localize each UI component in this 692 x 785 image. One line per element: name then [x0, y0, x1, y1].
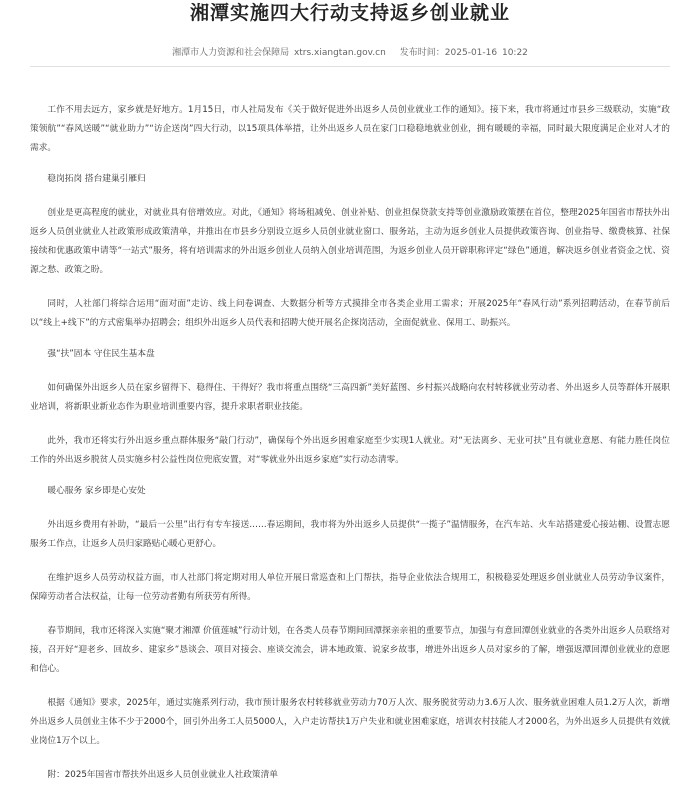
paragraph-6: 外出返乡费用有补助，“最后一公里”出行有专车接送……春运期间，我市将为外出返乡人员提供“一揽子”温情服务，在汽车站、火车站搭建爱心接站棚、设置志愿服务工作点，让返乡人员归家路贴心暖心更舒心。 [30, 520, 670, 549]
paragraph-7: 在维护返乡人员劳动权益方面，市人社部门将定期对用人单位开展日常巡查和上门帮扶，指导企业依法合规用工，积极稳妥处理返乡创业就业人员劳动争议案件，保障劳动者合法权益，让每一位劳动者勤有所获劳有所得。 [30, 573, 670, 602]
paragraph-4: 如何确保外出返乡人员在家乡留得下、稳得住、干得好？我市将重点围绕“三高四新”美好蓝图、乡村振兴战略向农村转移就业劳动者、外出返乡人员等群体开展职业培训，将新职业新业态作为职业培训重要内容，提升求职者职业技能。 [30, 383, 670, 412]
section-heading-2: 强“扶”固本 守住民生基本盘 [47, 349, 155, 359]
article-source: 湘潭市人力资源和社会保障局 xtrs.xiangtan.gov.cn [172, 48, 386, 58]
article-body [30, 101, 670, 785]
article-meta [30, 46, 670, 60]
publish-label: 发布时间： [399, 48, 445, 58]
paragraph-8: 春节期间，我市还将深入实施“聚才湘潭 价值莲城”行动计划，在各类人员春节期间回潭探亲亲祖的重要节点，加强与有意回潭创业就业的各类外出返乡人员联络对接，召开好“迎老乡、回故乡、建家乡”恳谈会、项目对接会、座谈交流会，讲本地政策、说家乡故事，增进外出返乡人员对家乡的了解，增强返潭回潭创业就业的意愿和信心。 [30, 626, 670, 674]
paragraph-5: 此外，我市还将实行外出返乡重点群体服务“敲门行动”，确保每个外出返乡困难家庭至少实现1人就业。对“无法离乡、无业可扶”且有就业意愿、有能力胜任岗位工作的外出返乡脱贫人员实施乡村公益性岗位兜底安置，对“零就业外出返乡家庭”实行动态清零。 [30, 436, 670, 465]
meta-divider [30, 66, 670, 67]
paragraph-9: 根据《通知》要求，2025年，通过实施系列行动，我市预计服务农村转移就业劳动力70万人次、服务脱贫劳动力3.6万人次、服务就业困难人员1.2万人次，新增外出返乡人员创业主体不少于2000个，回引外出务工人员5000人，入户走访帮扶1万户失业和就业困难家庭，培训农村技能人才2000名，为外出返乡人员提供有效就业岗位1万个以上。 [30, 698, 670, 746]
section-heading-1: 稳岗拓岗 搭台建巢引雁归 [47, 174, 146, 184]
article-title: 湘潭实施四大行动支持返乡创业就业 [189, 2, 510, 24]
publish-time: 2025-01-16 10:22 [444, 48, 528, 58]
paragraph-intro: 工作不用去远方，家乡就是好地方。1月15日，市人社局发布《关于做好促进外出返乡人员创业就业工作的通知》。接下来，我市将通过市县乡三级联动，实施“政策领航”“春风送暖”“就业助力”“访企送岗”四大行动，以15项具体举措，让外出返乡人员在家门口稳稳地就业创业，拥有暖暖的幸福，同时最大限度满足企业对人才的需求。 [30, 105, 670, 153]
section-heading-3: 暖心服务 家乡即是心安处 [47, 486, 146, 496]
paragraph-2: 创业是更高程度的就业，对就业具有倍增效应。对此，《通知》将场租减免、创业补贴、创业担保贷款支持等创业激励政策摆在首位，整理2025年国省市帮扶外出返乡人员创业就业人社政策形成政策清单，并推出在市县乡分别设立返乡人员创业就业窗口、服务站，主动为返乡创业人员提供政策咨询、创业指导、缴费核算、社保接续和优惠政策申请等“一站式”服务，将有培训需求的外出返乡创业人员纳入创业培训范围，为返乡创业人员开辟职称评定“绿色”通道，解决返乡创业者资金之忧、资源之愁、政策之盼。 [30, 208, 670, 275]
attachment-link[interactable]: 附：2025年国省市帮扶外出返乡人员创业就业人社政策清单 [47, 770, 278, 780]
paragraph-3: 同时，人社部门将综合运用“面对面”走访、线上问卷调查、大数据分析等方式摸排全市各类企业用工需求；开展2025年“春风行动”系列招聘活动，在春节前后以“线上+线下”的方式密集举办招聘会；组织外出返乡人员代表和招聘大使开展名企探岗活动，全面促就业、保用工、助振兴。 [30, 299, 670, 328]
